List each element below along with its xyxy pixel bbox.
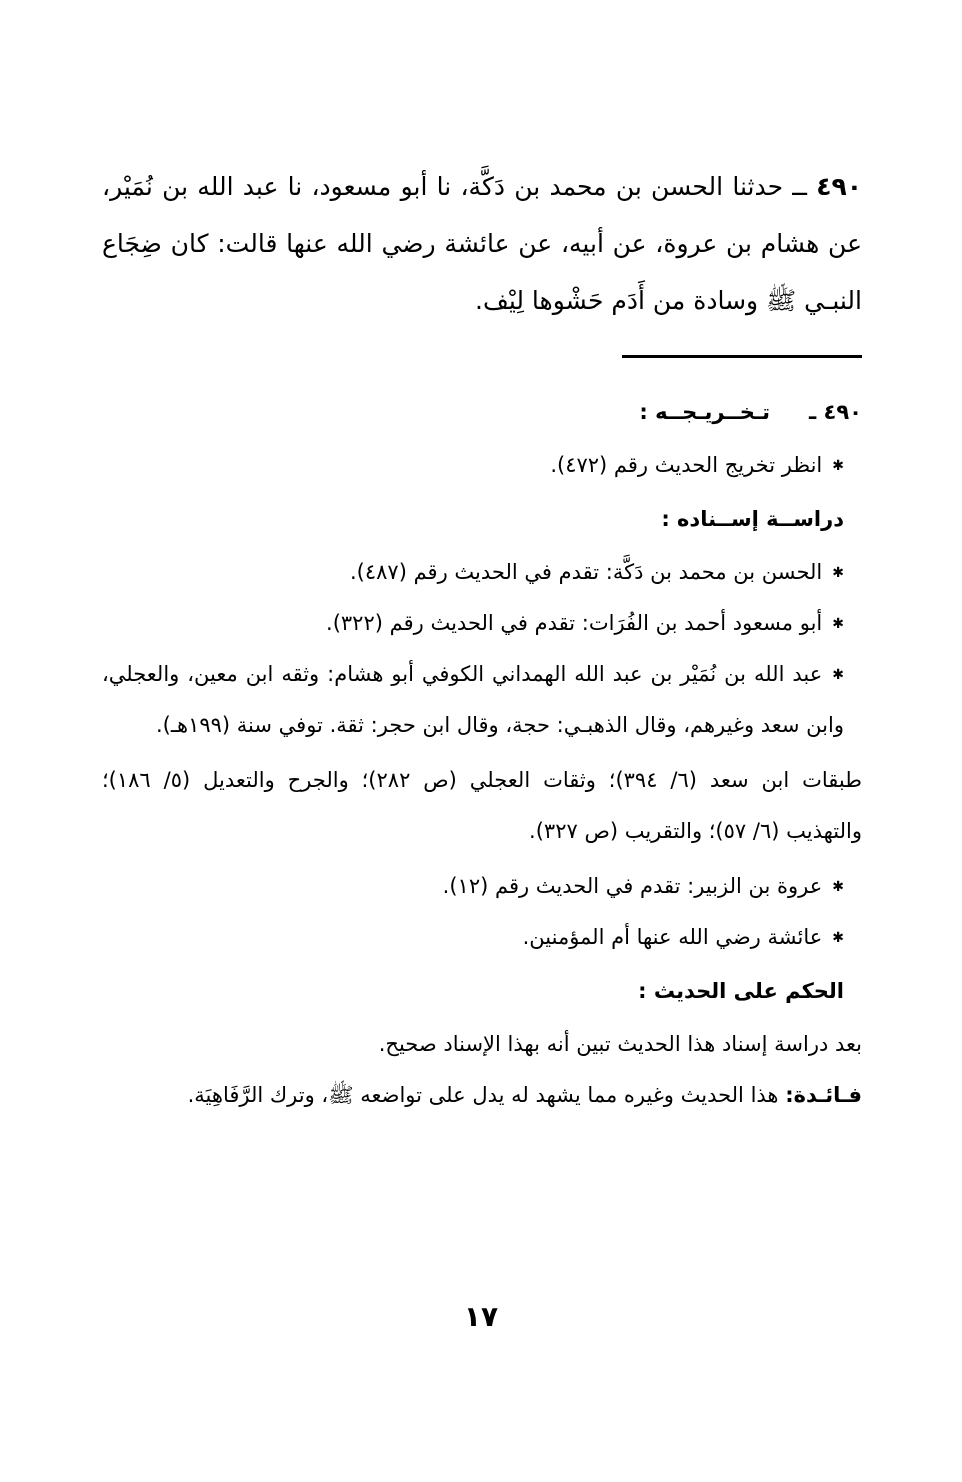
benefit-paragraph <box>102 1070 862 1121</box>
hadith-dash: ــ <box>792 172 807 201</box>
footnotes-block <box>102 392 862 1121</box>
narrator-item <box>102 547 862 598</box>
isnad-heading: دراســة إســناده : <box>661 507 844 531</box>
hadith-number: ٤٩٠ <box>816 172 862 201</box>
page-number: ١٧ <box>463 1300 499 1333</box>
takhrij-line <box>102 440 862 491</box>
footnote-number: ٤٩٠ ـ <box>809 400 862 424</box>
benefit-text: هذا الحديث وغيره مما يشهد له يدل على تواضعه ﷺ، وترك الرَّفَاهِيَة. <box>187 1083 779 1107</box>
narrator-text: الحسن بن محمد بن دَكَّة: تقدم في الحديث رقم (٤٨٧). <box>349 560 823 584</box>
narrator-item <box>102 649 862 751</box>
takhrij-heading-row <box>102 392 862 440</box>
benefit-label: فـائـدة: <box>785 1083 862 1107</box>
ruling-heading: الحكم على الحديث : <box>638 979 844 1003</box>
narrator-text: عائشة رضي الله عنها أم المؤمنين. <box>522 925 823 949</box>
sources-paragraph: طبقات ابن سعد (٦/ ٣٩٤)؛ وثقات العجلي (ص ٢٨٢)؛ والجرح والتعديل (٥/ ١٨٦)؛ والتهذيب (٦/ ٥٧)؛ والتقريب (ص ٣٢٧). <box>102 768 862 843</box>
narrator-text: عبد الله بن نُمَيْر بن عبد الله الهمداني الكوفي أبو هشام: وثقه ابن معين، والعجلي، وابن سعد وغيرهم، وقال الذهبـي: حجة، وقال ابن حجر: ثقة. توفي سنة (١٩٩هـ). <box>102 662 844 737</box>
takhrij-heading: تـخــريـجــه : <box>639 400 770 424</box>
bullet-icon: ✱ <box>832 616 844 632</box>
hadith-text-block <box>102 158 862 329</box>
hadith-body: حدثنا الحسن بن محمد بن دَكَّة، نا أبو مسعود، نا عبد الله بن نُمَيْر، عن هشام بن عروة، عن أبيه، عن عائشة رضي الله عنها قالت: كان ضِجَاع النبـي ﷺ وسادة من أَدَم حَشْوها لِيْف. <box>102 172 862 315</box>
bullet-icon: ✱ <box>832 458 844 474</box>
bullet-icon: ✱ <box>832 879 844 895</box>
narrator-text: أبو مسعود أحمد بن الفُرَات: تقدم في الحديث رقم (٣٢٢). <box>326 611 823 635</box>
narrator-item <box>102 912 862 963</box>
bullet-icon: ✱ <box>832 667 844 683</box>
takhrij-text: انظر تخريج الحديث رقم (٤٧٢). <box>550 453 823 477</box>
bullet-icon: ✱ <box>832 565 844 581</box>
narrator-item <box>102 861 862 912</box>
footnote-divider <box>622 355 862 358</box>
ruling-text: بعد دراسة إسناد هذا الحديث تبين أنه بهذا الإسناد صحيح. <box>378 1032 862 1056</box>
narrator-text: عروة بن الزبير: تقدم في الحديث رقم (١٢). <box>442 874 823 898</box>
bullet-icon: ✱ <box>832 930 844 946</box>
narrator-item <box>102 598 862 649</box>
